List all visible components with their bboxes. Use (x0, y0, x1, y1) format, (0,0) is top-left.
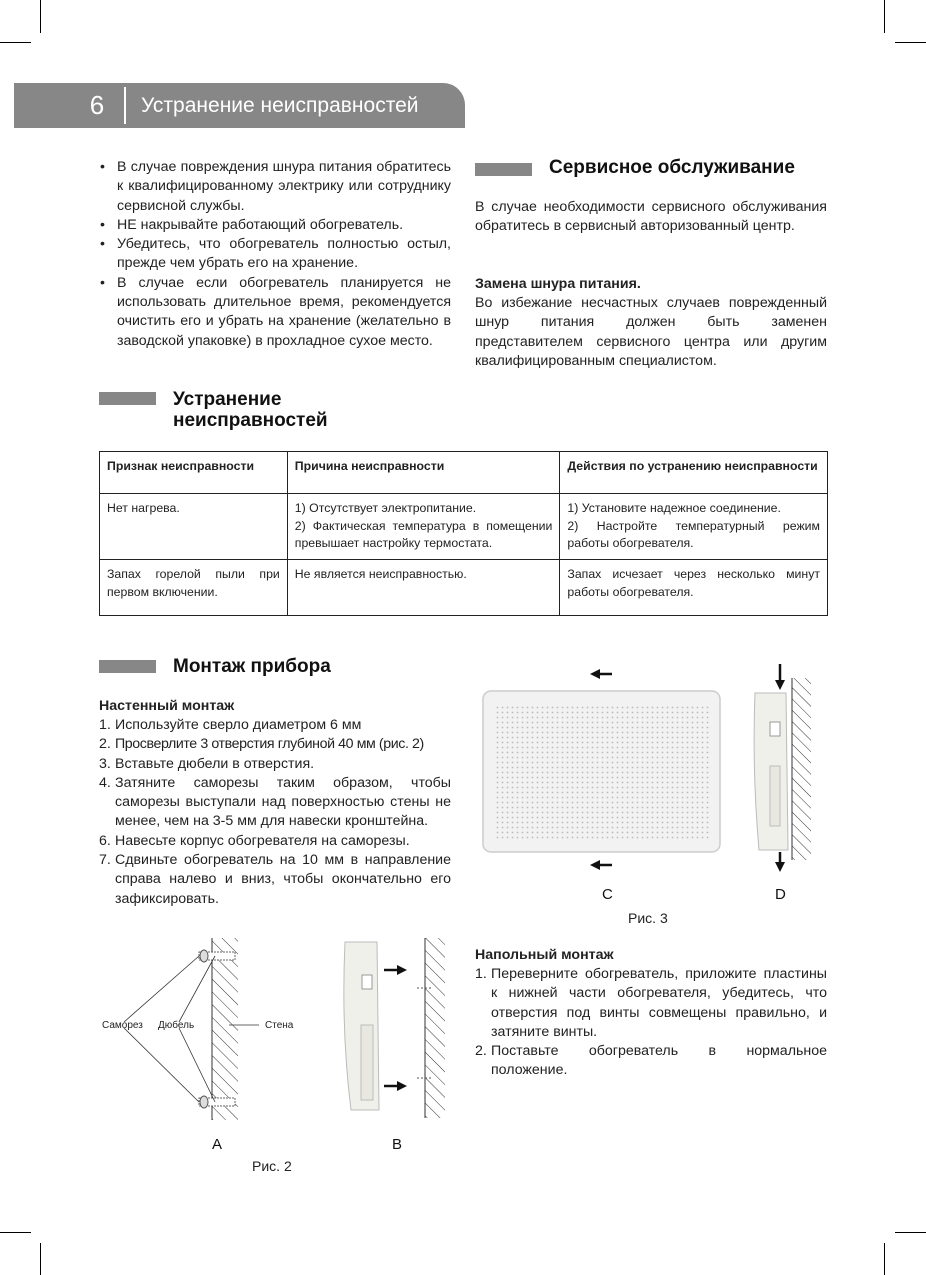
crop-mark (40, 0, 41, 33)
action-cell (560, 494, 828, 560)
cause-cell (287, 494, 560, 560)
crop-mark (884, 0, 885, 33)
heater-grille (494, 704, 709, 841)
crop-mark (0, 42, 31, 43)
service-text: В случае необходимости сервисного обслуживания обратитесь в сервисный авторизованный центр. (475, 199, 827, 235)
step-text: Используйте сверло диаметром 6 мм (115, 717, 362, 733)
figure-label-c: C (602, 886, 613, 903)
label-dowel: Дюбель (158, 1020, 195, 1031)
action-cell: Запах исчезает через несколько минут работы обогревателя. (560, 560, 828, 616)
troubleshooting-table (99, 451, 828, 616)
bullet-item: • НЕ накрывайте работающий обогреватель. (99, 216, 451, 235)
bullet-item: • В случае если обогреватель планируется не использовать длительное время, рекомендуется очистить его и убрать на хранение (желательно в заводской упаковке) в прохладное сухое место. (99, 274, 451, 351)
table-header-row (100, 452, 828, 494)
wall-mount-heading: Настенный монтаж (99, 698, 235, 714)
step-number: 6. (99, 832, 111, 849)
crop-mark (40, 1243, 41, 1275)
action-line: 1) Установите надежное соединение. (567, 501, 781, 515)
step-number: 1. (99, 717, 111, 733)
column-header: Причина неисправности (287, 452, 560, 494)
step-text: Поставьте обогреватель в нормальное положение. (491, 1043, 827, 1079)
table-row (100, 494, 828, 560)
cause-line: 1) Отсутствует электропитание. (294, 501, 477, 515)
list-item (99, 716, 451, 735)
arrow-left-icon (590, 860, 612, 870)
wall-mount-steps (99, 716, 451, 909)
heater-side-view (754, 664, 811, 872)
troubleshooting-heading (173, 389, 328, 431)
symptom-cell: Запах горелой пыли при первом включении. (100, 560, 288, 616)
figure-3-caption: Рис. 3 (628, 910, 668, 926)
cord-text: Во избежание несчастных случаев поврежденный шнур питания должен быть заменен представителем сервисного центра или другим квалифицированным специалистом. (475, 295, 827, 369)
list-item (99, 735, 451, 754)
figure-label-d: D (775, 886, 786, 903)
safety-bullets (99, 158, 451, 351)
wall-a (212, 938, 238, 1120)
step-number: 3. (99, 755, 111, 772)
bullet-item: • В случае повреждения шнура питания обратитесь к квалифицированному электрику или сотруднику сервисной службы. (99, 158, 451, 216)
label-wall: Стена (265, 1020, 294, 1031)
list-item (99, 774, 451, 832)
crop-mark (895, 1232, 926, 1233)
crop-mark (895, 42, 926, 43)
list-item (475, 965, 827, 1042)
page-number: 6 (89, 90, 105, 120)
cause-line: 2) Фактическая температура в помещении превышает настройку термостата. (294, 518, 553, 550)
symptom-cell: Нет нагрева. (100, 494, 288, 560)
step-text: Затяните саморезы таким образом, чтобы саморезы выступали над поверхностью стены не менее, чем на 3-5 мм для навески кронштейна. (115, 774, 451, 830)
header-divider (124, 87, 126, 124)
screw-icon (199, 950, 235, 962)
step-text: Навесьте корпус обогревателя на саморезы. (115, 832, 410, 849)
cause-cell: Не является неисправностью. (287, 560, 560, 616)
crop-mark (0, 1232, 31, 1233)
step-text: Просверлите 3 отверстия глубиной 40 мм (рис. 2) (115, 736, 424, 753)
arrow-left-icon (590, 669, 612, 679)
floor-mount-heading: Напольный монтаж (475, 947, 614, 963)
step-text: Переверните обогреватель, приложите пластины к нижней части обогревателя, убедитесь, что отверстия под винты совмещены правильно, и затяните винты. (491, 966, 827, 1040)
page-header (14, 83, 465, 128)
section-marker (99, 392, 156, 405)
arrow-right-icon (384, 965, 407, 975)
wall-b (425, 938, 445, 1118)
step-number: 2. (99, 736, 111, 753)
step-number: 2. (475, 1043, 487, 1060)
step-text: Вставьте дюбели в отверстия. (115, 755, 315, 772)
list-item (99, 832, 451, 851)
bullet-item: • Убедитесь, что обогреватель полностью остыл, прежде чем убрать его на хранение. (99, 235, 451, 274)
label-screw: Саморез (102, 1020, 143, 1031)
figure-2-caption: Рис. 2 (252, 1158, 292, 1174)
action-line: 2) Настройте температурный режим работы обогревателя. (567, 518, 820, 550)
table-row (100, 560, 828, 616)
heading-line: неисправностей (173, 410, 328, 431)
heading-line: Устранение (173, 389, 282, 410)
column-header: Действия по устранению неисправности (560, 452, 828, 494)
floor-mount-steps (475, 965, 827, 1081)
step-number: 7. (99, 852, 111, 869)
figure-3-illustration (470, 660, 830, 890)
figure-label-b: B (392, 1136, 403, 1153)
figure-label-a: A (212, 1136, 223, 1153)
step-text: Сдвиньте обогреватель на 10 мм в направление справа налево и вниз, чтобы окончательно его зафиксировать. (115, 852, 451, 907)
list-item (99, 755, 451, 774)
column-header: Признак неисправности (100, 452, 288, 494)
section-marker (475, 163, 532, 176)
screw-icon (199, 1096, 235, 1108)
list-item (475, 1042, 827, 1081)
mounting-heading: Монтаж прибора (173, 656, 331, 677)
service-heading: Сервисное обслуживание (549, 157, 795, 178)
section-marker (99, 660, 156, 673)
step-number: 1. (475, 966, 487, 982)
page-title: Устранение неисправностей (141, 94, 419, 117)
crop-mark (884, 1243, 885, 1275)
list-item (99, 851, 451, 909)
step-number: 4. (99, 774, 111, 791)
arrow-right-icon (384, 1081, 407, 1091)
cord-heading: Замена шнура питания. (475, 276, 641, 292)
